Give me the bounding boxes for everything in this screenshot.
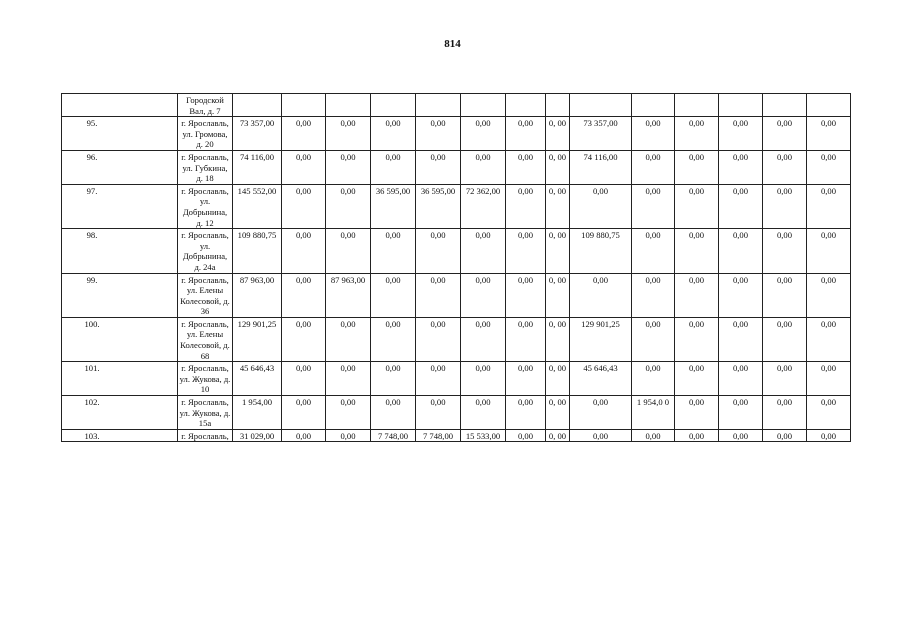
table-row	[62, 317, 851, 361]
cell-col-12: 0,00	[632, 273, 675, 317]
cell-col-7: 0,00	[416, 396, 461, 430]
cell-col-7: 0,00	[416, 362, 461, 396]
cell-col-16: 0,00	[807, 184, 851, 228]
cell-col-11: 73 357,00	[570, 117, 632, 151]
cell-col-14	[719, 94, 763, 117]
cell-col-9: 0,00	[506, 117, 546, 151]
cell-col-14: 0,00	[719, 117, 763, 151]
cell-total: 31 029,00	[233, 429, 282, 442]
cell-row-number: 96.	[62, 150, 178, 184]
cell-total: 45 646,43	[233, 362, 282, 396]
cell-col-7: 36 595,00	[416, 184, 461, 228]
cell-col-16: 0,00	[807, 317, 851, 361]
cell-col-13: 0,00	[675, 184, 719, 228]
cell-col-14: 0,00	[719, 396, 763, 430]
cell-row-number: 100.	[62, 317, 178, 361]
cell-col-16: 0,00	[807, 396, 851, 430]
cell-address: г. Ярославль, ул. Добрынина, д. 12	[178, 184, 233, 228]
cell-col-10: 0, 00	[546, 317, 570, 361]
cell-col-16	[807, 94, 851, 117]
cell-col-11: 0,00	[570, 396, 632, 430]
cell-col-10: 0, 00	[546, 184, 570, 228]
cell-col-6: 0,00	[371, 117, 416, 151]
cell-col-13: 0,00	[675, 317, 719, 361]
cell-col-6: 0,00	[371, 317, 416, 361]
cell-col-8: 0,00	[461, 362, 506, 396]
cell-row-number: 102.	[62, 396, 178, 430]
cell-col-11: 0,00	[570, 184, 632, 228]
cell-col-5	[326, 94, 371, 117]
cell-col-5: 0,00	[326, 184, 371, 228]
cell-col-16: 0,00	[807, 273, 851, 317]
cell-row-number: 99.	[62, 273, 178, 317]
cell-col-10: 0, 00	[546, 362, 570, 396]
cell-row-number	[62, 94, 178, 117]
cell-col-12	[632, 94, 675, 117]
table-row	[62, 184, 851, 228]
cell-col-9: 0,00	[506, 184, 546, 228]
cell-col-12: 0,00	[632, 429, 675, 442]
cell-row-number: 103.	[62, 429, 178, 442]
cell-col-11: 45 646,43	[570, 362, 632, 396]
cell-col-5: 0,00	[326, 317, 371, 361]
cell-col-6: 7 748,00	[371, 429, 416, 442]
cell-col-12: 0,00	[632, 317, 675, 361]
cell-col-10: 0, 00	[546, 117, 570, 151]
cell-col-11: 0,00	[570, 273, 632, 317]
table-body	[62, 94, 851, 442]
cell-col-15: 0,00	[763, 429, 807, 442]
cell-col-9: 0,00	[506, 273, 546, 317]
cell-row-number: 95.	[62, 117, 178, 151]
cell-address: Городской Вал, д. 7	[178, 94, 233, 117]
cell-col-6: 0,00	[371, 273, 416, 317]
cell-col-14: 0,00	[719, 429, 763, 442]
cell-col-4: 0,00	[282, 396, 326, 430]
cell-col-8: 0,00	[461, 150, 506, 184]
cell-col-10: 0, 00	[546, 229, 570, 273]
cell-address: г. Ярославль, ул. Громова, д. 20	[178, 117, 233, 151]
cell-total: 145 552,00	[233, 184, 282, 228]
cell-address: г. Ярославль, ул. Елены Колесовой, д. 36	[178, 273, 233, 317]
cell-col-8: 72 362,00	[461, 184, 506, 228]
cell-col-13: 0,00	[675, 117, 719, 151]
table-row	[62, 396, 851, 430]
cell-col-4: 0,00	[282, 362, 326, 396]
cell-col-13: 0,00	[675, 273, 719, 317]
cell-col-14: 0,00	[719, 273, 763, 317]
cell-col-7: 0,00	[416, 150, 461, 184]
cell-col-11: 0,00	[570, 429, 632, 442]
cell-col-4: 0,00	[282, 117, 326, 151]
cell-col-11: 109 880,75	[570, 229, 632, 273]
cell-address: г. Ярославль, ул. Губкина, д. 18	[178, 150, 233, 184]
cell-col-5: 0,00	[326, 362, 371, 396]
cell-col-12: 0,00	[632, 362, 675, 396]
cell-col-8: 0,00	[461, 317, 506, 361]
cell-col-8: 0,00	[461, 229, 506, 273]
cell-col-9: 0,00	[506, 317, 546, 361]
cell-col-6: 0,00	[371, 396, 416, 430]
table-row	[62, 94, 851, 117]
cell-row-number: 98.	[62, 229, 178, 273]
cell-col-4: 0,00	[282, 184, 326, 228]
cell-address: г. Ярославль, ул. Жукова, д. 15а	[178, 396, 233, 430]
cell-col-9: 0,00	[506, 396, 546, 430]
cell-col-16: 0,00	[807, 429, 851, 442]
cell-col-10	[546, 94, 570, 117]
cell-col-6: 0,00	[371, 150, 416, 184]
cell-col-5: 0,00	[326, 150, 371, 184]
cell-col-13: 0,00	[675, 150, 719, 184]
cell-col-11	[570, 94, 632, 117]
cell-col-10: 0, 00	[546, 273, 570, 317]
cell-total: 129 901,25	[233, 317, 282, 361]
data-table	[61, 93, 851, 442]
cell-col-12: 1 954,0 0	[632, 396, 675, 430]
cell-col-5: 87 963,00	[326, 273, 371, 317]
cell-col-12: 0,00	[632, 117, 675, 151]
cell-total	[233, 94, 282, 117]
cell-col-10: 0, 00	[546, 429, 570, 442]
cell-col-16: 0,00	[807, 150, 851, 184]
cell-col-15: 0,00	[763, 184, 807, 228]
cell-col-16: 0,00	[807, 362, 851, 396]
cell-col-8: 0,00	[461, 117, 506, 151]
cell-col-9: 0,00	[506, 362, 546, 396]
cell-col-4: 0,00	[282, 273, 326, 317]
cell-col-15: 0,00	[763, 150, 807, 184]
table-row	[62, 150, 851, 184]
cell-total: 87 963,00	[233, 273, 282, 317]
cell-col-5: 0,00	[326, 117, 371, 151]
cell-col-10: 0, 00	[546, 396, 570, 430]
table-row	[62, 273, 851, 317]
cell-col-13: 0,00	[675, 362, 719, 396]
cell-col-15	[763, 94, 807, 117]
cell-col-7: 0,00	[416, 229, 461, 273]
cell-col-6	[371, 94, 416, 117]
cell-address: г. Ярославль,	[178, 429, 233, 442]
cell-col-15: 0,00	[763, 273, 807, 317]
cell-row-number: 101.	[62, 362, 178, 396]
cell-col-15: 0,00	[763, 396, 807, 430]
cell-col-11: 129 901,25	[570, 317, 632, 361]
cell-col-7: 0,00	[416, 273, 461, 317]
cell-col-12: 0,00	[632, 229, 675, 273]
cell-col-14: 0,00	[719, 150, 763, 184]
cell-col-11: 74 116,00	[570, 150, 632, 184]
cell-row-number: 97.	[62, 184, 178, 228]
cell-col-8: 0,00	[461, 273, 506, 317]
cell-col-4	[282, 94, 326, 117]
cell-col-9: 0,00	[506, 429, 546, 442]
cell-col-7: 7 748,00	[416, 429, 461, 442]
cell-col-6: 0,00	[371, 229, 416, 273]
cell-col-16: 0,00	[807, 229, 851, 273]
page-number: 814	[444, 38, 461, 50]
cell-col-7: 0,00	[416, 317, 461, 361]
cell-col-7: 0,00	[416, 117, 461, 151]
cell-col-4: 0,00	[282, 150, 326, 184]
cell-col-4: 0,00	[282, 317, 326, 361]
cell-col-7	[416, 94, 461, 117]
cell-total: 1 954,00	[233, 396, 282, 430]
cell-col-4: 0,00	[282, 429, 326, 442]
cell-col-14: 0,00	[719, 362, 763, 396]
cell-col-8	[461, 94, 506, 117]
cell-col-12: 0,00	[632, 150, 675, 184]
cell-total: 73 357,00	[233, 117, 282, 151]
cell-col-8: 0,00	[461, 396, 506, 430]
cell-address: г. Ярославль, ул. Жукова, д. 10	[178, 362, 233, 396]
table-row	[62, 429, 851, 442]
cell-col-14: 0,00	[719, 229, 763, 273]
cell-col-15: 0,00	[763, 229, 807, 273]
cell-col-10: 0, 00	[546, 150, 570, 184]
cell-col-6: 0,00	[371, 362, 416, 396]
cell-total: 109 880,75	[233, 229, 282, 273]
cell-col-15: 0,00	[763, 362, 807, 396]
cell-col-4: 0,00	[282, 229, 326, 273]
table-row	[62, 117, 851, 151]
cell-total: 74 116,00	[233, 150, 282, 184]
cell-col-13: 0,00	[675, 396, 719, 430]
cell-col-5: 0,00	[326, 229, 371, 273]
cell-col-8: 15 533,00	[461, 429, 506, 442]
cell-col-9	[506, 94, 546, 117]
cell-col-9: 0,00	[506, 150, 546, 184]
cell-address: г. Ярославль, ул. Добрынина, д. 24а	[178, 229, 233, 273]
cell-col-14: 0,00	[719, 317, 763, 361]
cell-col-5: 0,00	[326, 429, 371, 442]
cell-col-12: 0,00	[632, 184, 675, 228]
cell-address: г. Ярославль, ул. Елены Колесовой, д. 68	[178, 317, 233, 361]
cell-col-15: 0,00	[763, 317, 807, 361]
table-row	[62, 229, 851, 273]
cell-col-9: 0,00	[506, 229, 546, 273]
cell-col-14: 0,00	[719, 184, 763, 228]
cell-col-6: 36 595,00	[371, 184, 416, 228]
cell-col-13: 0,00	[675, 429, 719, 442]
cell-col-13	[675, 94, 719, 117]
table-row	[62, 362, 851, 396]
cell-col-16: 0,00	[807, 117, 851, 151]
cell-col-5: 0,00	[326, 396, 371, 430]
cell-col-15: 0,00	[763, 117, 807, 151]
cell-col-13: 0,00	[675, 229, 719, 273]
